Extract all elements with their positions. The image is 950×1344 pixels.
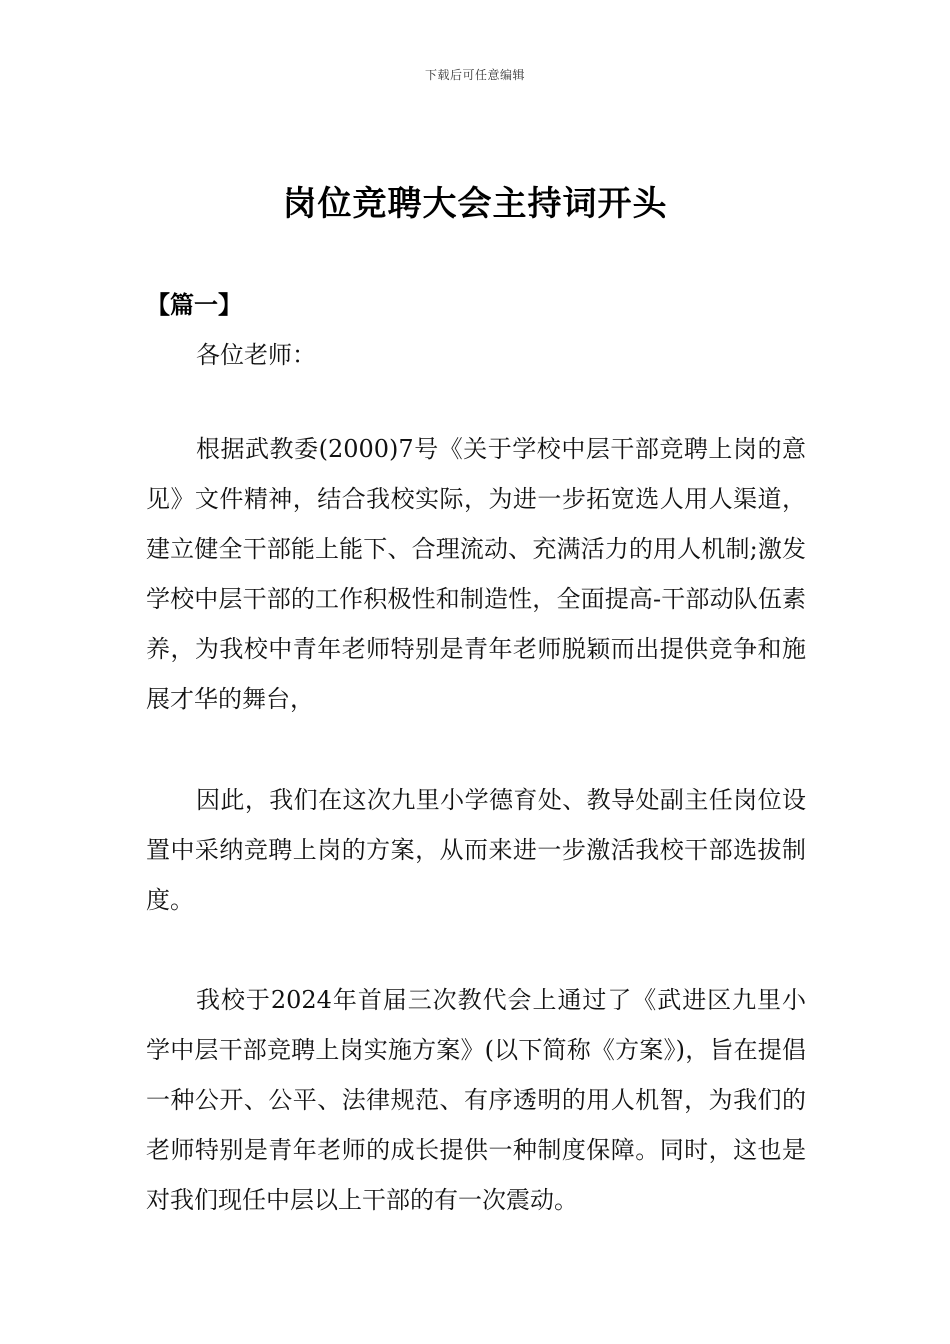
document-title: 岗位竞聘大会主持词开头: [282, 184, 668, 224]
paragraph-2: 因此，我们在这次九里小学德育处、教导处副主任岗位设置中采纳竞聘上岗的方案，从而来进一步激活我校干部选拔制度。: [146, 786, 806, 914]
paragraph-1: 根据武教委(2000)7号《关于学校中层干部竞聘上岗的意见》文件精神，结合我校实际，为进一步拓宽选人用人渠道，建立健全干部能上能下、合理流动、充满活力的用人机制;激发学校中层干部的工作积极性和制造性，全面提高-干部动队伍素养，为我校中青年老师特别是青年老师脱颖而出提供竞争和施展才华的舞台，: [146, 435, 806, 713]
paragraph-3: 我校于2024年首届三次教代会上通过了《武进区九里小学中层干部竞聘上岗实施方案》(以下简称《方案》)，旨在提倡一种公开、公平、法律规范、有序透明的用人机智，为我们的老师特别是青年老师的成长提供一种制度保障。同时，这也是对我们现任中层以上干部的有一次震动。: [146, 986, 806, 1214]
salutation: 各位老师：: [196, 341, 316, 369]
section-label: 【篇一】: [146, 291, 242, 319]
header-note: 下载后可任意编辑: [424, 68, 525, 82]
